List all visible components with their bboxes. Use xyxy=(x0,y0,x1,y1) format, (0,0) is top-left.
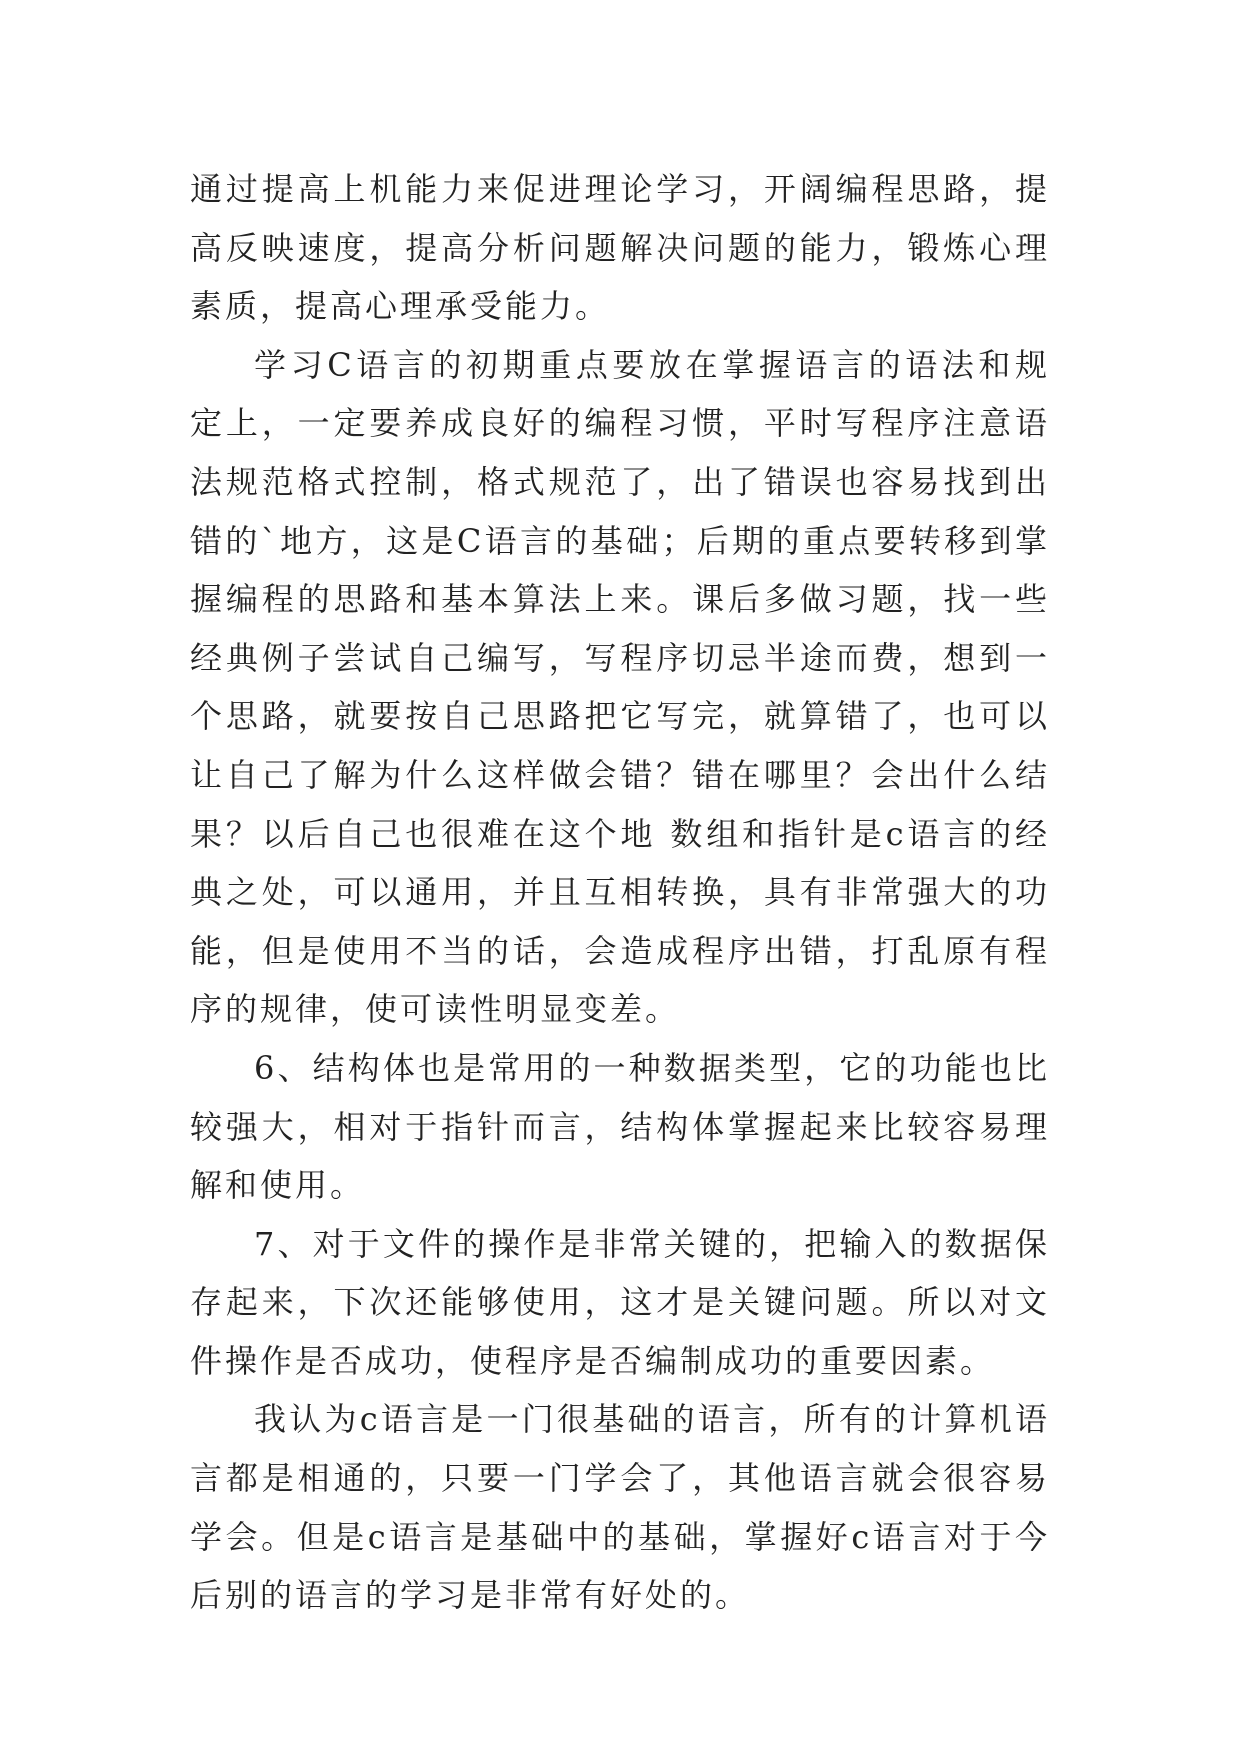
paragraph-5: 我认为c语言是一门很基础的语言，所有的计算机语言都是相通的，只要一门学会了，其他语言就会很容易学会。但是c语言是基础中的基础，掌握好c语言对于今后别的语言的学习是非常有好处的。 xyxy=(190,1400,1050,1615)
paragraph-2: 学习C语言的初期重点要放在掌握语言的语法和规定上，一定要养成良好的编程习惯，平时写程序注意语法规范格式控制，格式规范了，出了错误也容易找到出错的`地方，这是C语言的基础；后期的重点要转移到掌握编程的思路和基本算法上来。课后多做习题，找一些经典例子尝试自己编写，写程序切忌半途而费，想到一个思路，就要按自己思路把它写完，就算错了，也可以让自己了解为什么这样做会错？错在哪里？会出什么结果？以后自己也很难在这个地 数组和指针是c语言的经典之处，可以通用，并且互相转换，具有非常强大的功能，但是使用不当的话，会造成程序出错，打乱原有程序的规律，使可读性明显变差。 xyxy=(190,345,1050,1029)
paragraph-3: 6、结构体也是常用的一种数据类型，它的功能也比较强大，相对于指针而言，结构体掌握起来比较容易理解和使用。 xyxy=(190,1048,1050,1205)
document-body xyxy=(190,160,1050,1625)
paragraph-1: 通过提高上机能力来促进理论学习，开阔编程思路，提高反映速度，提高分析问题解决问题的能力，锻炼心理素质，提高心理承受能力。 xyxy=(190,170,1050,326)
paragraph-4: 7、对于文件的操作是非常关键的，把输入的数据保存起来，下次还能够使用，这才是关键问题。所以对文件操作是否成功，使程序是否编制成功的重要因素。 xyxy=(190,1224,1050,1380)
